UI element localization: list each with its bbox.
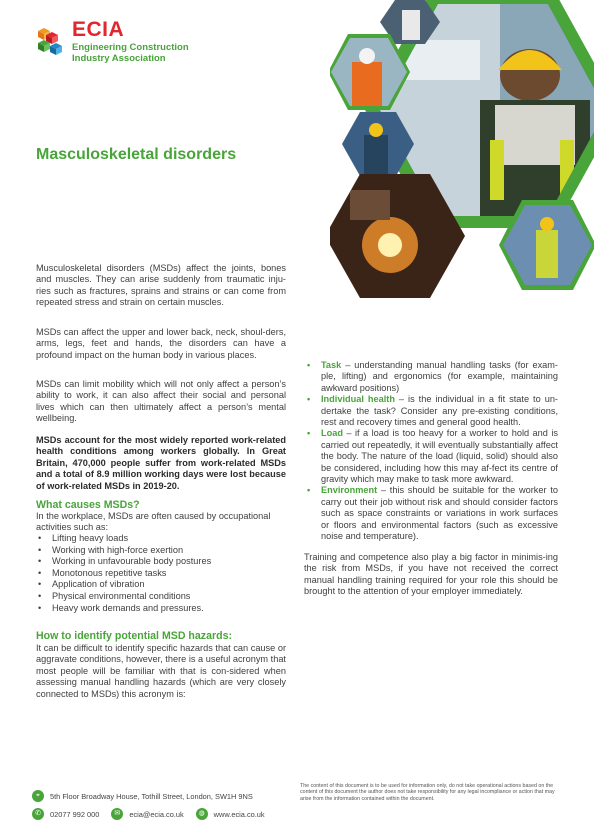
list-item bbox=[304, 394, 558, 428]
list-item bbox=[304, 485, 558, 542]
causes-list bbox=[36, 533, 286, 614]
footer-address-row bbox=[32, 790, 253, 802]
footer-contact-row bbox=[32, 808, 277, 820]
tile-text: – if a load is too heavy for a worker to hold and is carried out repeatedly, it will eventually substantially affect the body. The nature of the load (liquid, solid) should also be considered, including how this may af-fect its centre of gravity which may make to task more awkward. bbox=[321, 428, 558, 485]
footer-email[interactable] bbox=[111, 808, 183, 820]
intro-statistics-paragraph: MSDs account for the most widely reported work-related health conditions among workers globally. In Great Britain, 470,000 people suffer from work-related MSDs and a total of 8.9 million working days were lost because of work-related MSDs in 2019-20. bbox=[36, 435, 286, 491]
footer-email-text: ecia@ecia.co.uk bbox=[129, 809, 184, 819]
tile-text: – this should be suitable for the worker to carry out their job without risk and should consider factors such as space constraints or variations in work surfaces or floors and environmental factors (such as excessive noise and temperature). bbox=[321, 485, 558, 542]
footer-disclaimer: The content of this document is to be used for information only, do not take operational actions based on the content of this document the author does not take responsibility for any legal incompliance or action that may arise from the information contained within the document. bbox=[300, 783, 555, 802]
tile-term: Environment bbox=[321, 485, 378, 496]
identify-heading: How to identify potential MSD hazards: bbox=[36, 630, 232, 642]
causes-heading: What causes MSDs? bbox=[36, 499, 140, 511]
list-item: • Lifting heavy loads bbox=[36, 533, 286, 545]
email-icon: ✉ bbox=[111, 808, 123, 820]
list-item: • Heavy work demands and pressures. bbox=[36, 603, 286, 615]
logo-tagline-1: Engineering Construction bbox=[72, 42, 189, 53]
location-icon: ⌖ bbox=[32, 790, 44, 802]
identify-paragraph: It can be difficult to identify specific hazards that can cause or aggravate conditions, however, there is a useful acronym that most people will be familiar with that is con-sidered when assessing manual handling hazards (which are very closely connected to MSDs) this acronym is: bbox=[36, 643, 286, 699]
globe-icon: ◍ bbox=[196, 808, 208, 820]
ecia-logo bbox=[36, 16, 206, 66]
footer-website[interactable] bbox=[196, 808, 265, 820]
intro-paragraph-3: MSDs can limit mobility which will not only affect a person’s ability to work, it can also affect their social and personal lives which can then ultimately affect a person’s mental wellbeing. bbox=[36, 379, 286, 424]
logo-tagline-2: Industry Association bbox=[72, 53, 166, 64]
tile-term: Individual health bbox=[321, 394, 395, 405]
footer-website-text: www.ecia.co.uk bbox=[213, 809, 265, 819]
list-item: • Monotonous repetitive tasks bbox=[36, 568, 286, 580]
intro-paragraph-2: MSDs can affect the upper and lower back, neck, shoul-ders, arms, legs, feet and hands, the disorders can have a profound impact on the human body in various places. bbox=[36, 327, 286, 360]
footer-phone-text: 02077 992 000 bbox=[50, 809, 100, 819]
tile-text: – is the individual in a fit state to un-dertake the task? Consider any pre-existing conditions, rest and recovery times and general good health. bbox=[321, 394, 558, 428]
phone-icon: ✆ bbox=[32, 808, 44, 820]
list-item: • Application of vibration bbox=[36, 579, 286, 591]
footer-phone[interactable] bbox=[32, 808, 99, 820]
page-title: Masculoskeletal disorders bbox=[36, 146, 237, 163]
logo-name: ECIA bbox=[72, 18, 125, 41]
tile-term: Task bbox=[321, 360, 342, 370]
closing-paragraph: Training and competence also play a big factor in minimis-ing the risk from MSDs, if you have not received the correct manual handling training required for your role this should be brought to the attention of your employer immediately. bbox=[304, 552, 558, 597]
list-item bbox=[304, 360, 558, 394]
intro-paragraph-1: Musculoskeletal disorders (MSDs) affect the joints, bones and muscles. They can arise suddenly from traumatic inju-ries such as fractures, sprains and strains or can come from repeated stress and strain on certain muscles. bbox=[36, 263, 286, 308]
logo-cubes-icon bbox=[36, 26, 66, 56]
causes-lead: In the workplace, MSDs are often caused by occupational activities such as: bbox=[36, 511, 271, 533]
tile-text: – understanding manual handling tasks (for exam-ple, lifting) and ergonomics (for example, maintaining awkward positions) bbox=[321, 360, 558, 393]
list-item bbox=[304, 428, 558, 485]
hero-photo-collage bbox=[330, 0, 594, 298]
footer-address: 5th Floor Broadway House, Tothill Street, London, SW1H 9NS bbox=[50, 791, 253, 801]
list-item: • Working in unfavourable body postures bbox=[36, 556, 286, 568]
tile-list bbox=[304, 360, 558, 543]
list-item: • Physical environmental conditions bbox=[36, 591, 286, 603]
list-item: • Working with high-force exertion bbox=[36, 545, 286, 557]
tile-term: Load bbox=[321, 428, 343, 439]
